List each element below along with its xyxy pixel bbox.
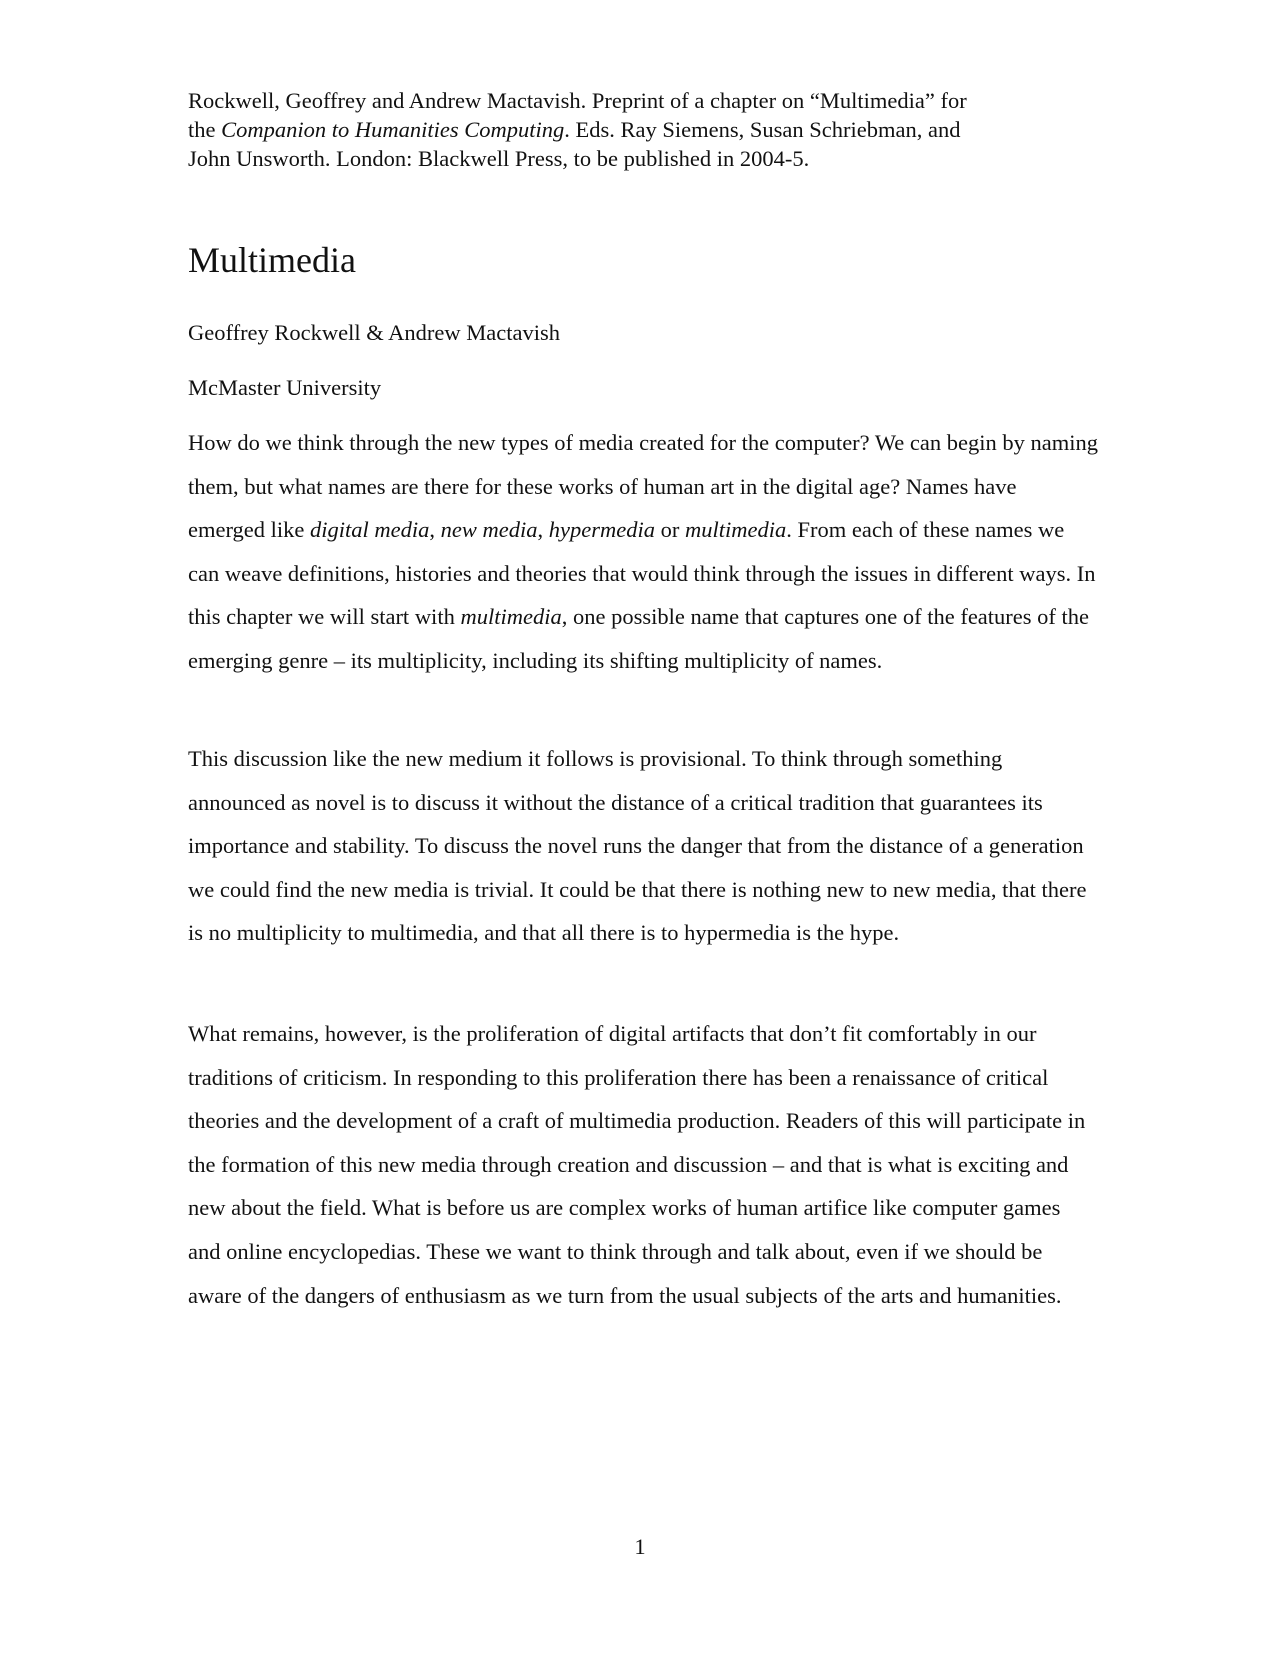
citation-line-2-prefix: the [188,117,222,142]
paragraph-1-sep-3: or [655,517,685,543]
term-multimedia-2: multimedia [460,604,562,630]
page-number: 1 [634,1534,646,1559]
citation-header [188,86,1088,173]
paragraph-1-sep-1: , [429,517,441,543]
authors: Geoffrey Rockwell & Andrew Mactavish [188,320,560,345]
paragraph-1-sep-2: , [537,517,549,543]
paragraph-3: What remains, however, is the proliferation of digital artifacts that don’t fit comfortably in our traditions of criticism. In responding to this proliferation there has been a renaissance of critical theories and the development of a craft of multimedia production. Readers of this will participate in the formation of this new media through creation and discussion – and that is what is exciting and new about the field. What is before us are complex works of human artifice like computer games and online encyclopedias. These we want to think through and talk about, even if we should be aware of the dangers of enthusiasm as we turn from the usual subjects of the arts and humanities. [188,1021,1086,1308]
paragraph-1 [188,421,1098,683]
term-hypermedia: hypermedia [548,517,655,543]
citation-line-2 [188,115,1088,144]
term-new-media: new media [440,517,538,543]
citation-line-2-suffix: . Eds. Ray Siemens, Susan Schriebman, and [564,117,961,142]
paragraph-1-text-c: , one possible name that captures one of the features of the emerging genre – its multiplicity, including its shifting multiplicity of names. [188,604,1090,673]
term-multimedia: multimedia [685,517,787,543]
paragraph-1-text-b: . From each of these names we can weave definitions, histories and theories that would think through the issues in different ways. In this chapter we will start with [188,517,1096,630]
paragraph-2: This discussion like the new medium it follows is provisional. To think through something announced as novel is to discuss it without the distance of a critical tradition that guarantees its importance and stability. To discuss the novel runs the danger that from the distance of a generation we could find the new media is trivial. It could be that there is nothing new to new media, that there is no multiplicity to multimedia, and that all there is to hypermedia is the hype. [188,746,1087,946]
citation-line-1: Rockwell, Geoffrey and Andrew Mactavish. Preprint of a chapter on “Multimedia” for [188,88,967,113]
affiliation: McMaster University [188,375,382,400]
citation-line-3: John Unsworth. London: Blackwell Press, to be published in 2004-5. [188,146,810,171]
chapter-title: Multimedia [188,240,356,280]
term-digital-media: digital media [310,517,430,543]
citation-book-title: Companion to Humanities Computing [221,117,565,142]
paragraph-1-text-a: How do we think through the new types of media created for the computer? We can begin by naming them, but what names are there for these works of human art in the digital age? Names have emerged like [188,430,1098,543]
